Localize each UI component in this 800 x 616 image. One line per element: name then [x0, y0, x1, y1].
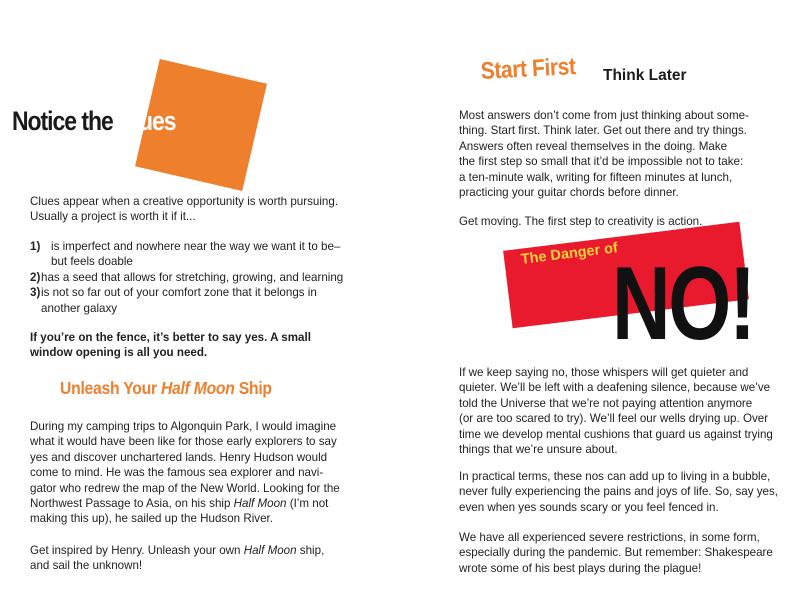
- start-first-heading: Start First: [480, 53, 577, 85]
- danger-paragraph-1: [459, 365, 794, 457]
- text-line: wrote some of his best plays during the plague!: [459, 561, 702, 575]
- half-moon-paragraph-1: [30, 419, 375, 527]
- text-line: During my camping trips to Algonquin Park, I would imagine: [30, 420, 337, 433]
- text-line: yes and discover unchartered lands. Henry Hudson would: [30, 450, 328, 464]
- danger-paragraph-3: [459, 530, 794, 576]
- danger-of-heading: The Danger of: [520, 240, 619, 268]
- list-text: has a seed that allows for stretching, growing, and learning: [41, 270, 344, 284]
- text-line: [30, 543, 375, 558]
- list-number: 3): [30, 286, 41, 300]
- text-line: quieter. We’ll be left with a deafening silence, because we’ve: [459, 381, 771, 395]
- list-text: is not so far out of your comfort zone that it belongs in: [41, 286, 317, 300]
- text-line: Most answers don’t come from just thinking about some-: [459, 109, 749, 122]
- text-line: [30, 496, 375, 511]
- text-line: told the Universe that we’re not paying attention anymore: [459, 396, 753, 410]
- no-big-text: NO!: [612, 246, 754, 362]
- half-moon-paragraph-2: [30, 543, 375, 574]
- text-line: things that we’re unsure about.: [459, 443, 618, 457]
- text-line: even when yes sounds scary or you feel fenced in.: [459, 500, 719, 514]
- heading-part: Ship: [234, 378, 272, 398]
- text-line: thing. Start first. Think later. Get out there and try things.: [459, 124, 747, 138]
- list-number: 2): [30, 270, 41, 284]
- text-span: Northwest Passage to Asia, on his ship: [30, 497, 234, 511]
- start-first-paragraph: [459, 108, 789, 200]
- text-line: never fully experiencing the pains and joys of life. So, say yes,: [459, 485, 779, 499]
- text-line: gator who redrew the map of the New World. Looking for the: [30, 481, 340, 495]
- list-item: [30, 239, 370, 270]
- notice-the-clues-title: [12, 106, 176, 136]
- clues-list: [30, 239, 370, 316]
- heading-part: Unleash Your: [60, 378, 161, 398]
- text-line: especially during the pandemic. But remember: Shakespeare: [459, 546, 773, 560]
- get-moving-line: Get moving. The first step to creativity is action.: [459, 215, 703, 228]
- text-line: a ten-minute walk, writing for fifteen minutes at lunch,: [459, 170, 733, 184]
- danger-paragraph-2: [459, 469, 794, 515]
- text-line: Answers often reveal themselves in the doing. Make: [459, 139, 728, 153]
- text-line: If we keep saying no, those whispers will get quieter and: [459, 366, 749, 379]
- text-span: Get inspired by Henry. Unleash your own: [30, 544, 244, 557]
- fence-note: [30, 330, 370, 361]
- unleash-half-moon-heading: [60, 378, 272, 399]
- clues-intro: [30, 194, 370, 225]
- intro-line-2: Usually a project is worth it if it...: [30, 210, 196, 224]
- title-dark-part: Notice the: [12, 106, 119, 136]
- heading-italic-part: Half Moon: [160, 378, 235, 398]
- text-line: making this up), he sailed up the Hudson River.: [30, 512, 273, 526]
- text-line: time we develop mental cushions that guard us against trying: [459, 427, 773, 441]
- text-line: the first step so small that it’d be impossible not to take:: [459, 155, 744, 169]
- text-line: what it would have been like for those early explorers to say: [30, 435, 337, 449]
- fence-note-line-1: If you’re on the fence, it’s better to say yes. A small: [30, 331, 311, 344]
- list-text: is imperfect and nowhere near the way we want it to be–: [51, 240, 341, 253]
- list-number: 1): [30, 240, 41, 253]
- list-item: [30, 270, 370, 285]
- italic-text-span: Half Moon: [243, 544, 297, 557]
- fence-note-line-2: window opening is all you need.: [30, 346, 208, 360]
- text-line: practicing your guitar chords before dinner.: [459, 186, 679, 200]
- text-span: (I’m not: [286, 497, 329, 511]
- text-span: ship,: [296, 544, 325, 557]
- list-text-continued: but feels doable: [51, 255, 133, 269]
- text-line: In practical terms, these nos can add up to living in a bubble,: [459, 470, 771, 483]
- text-line: and sail the unknown!: [30, 559, 143, 573]
- text-line: We have all experienced severe restrictions, in some form,: [459, 531, 760, 544]
- think-later-heading: Think Later: [603, 67, 687, 84]
- text-line: (or are too scared to try). We’ll feel our wells drying up. Over: [459, 412, 769, 426]
- list-item: [30, 285, 370, 316]
- title-clues-part: Clues: [118, 106, 176, 136]
- italic-text-span: Half Moon: [233, 497, 287, 511]
- list-text-continued: another galaxy: [41, 301, 118, 315]
- intro-line-1: Clues appear when a creative opportunity is worth pursuing.: [30, 195, 339, 208]
- text-line: come to mind. He was the famous sea explorer and navi-: [30, 466, 324, 480]
